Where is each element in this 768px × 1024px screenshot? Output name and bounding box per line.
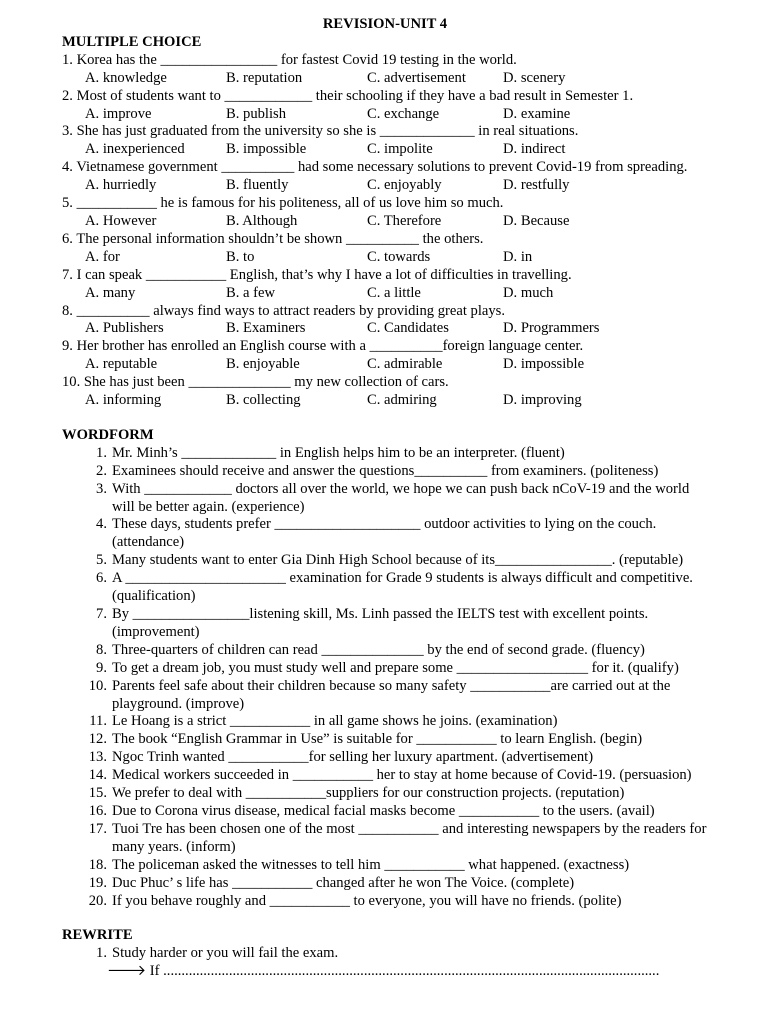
list-item — [62, 875, 708, 893]
answer-option: C. exchange — [367, 105, 440, 122]
list-item — [62, 749, 708, 767]
item-number: 15. — [88, 785, 107, 802]
answer-option: C. impolite — [367, 141, 433, 158]
answer-option: C. enjoyably — [367, 177, 442, 194]
item-text: Tuoi Tre has been chosen one of the most ___________ and interesting newspapers by the readers for many years. (inform) — [112, 820, 707, 855]
answer-option: B. Although — [226, 212, 298, 229]
item-text: Ngoc Trinh wanted ___________for selling her luxury apartment. (advertisement) — [112, 749, 594, 766]
section-heading-multiple-choice: MULTIPLE CHOICE — [62, 33, 202, 50]
item-text: A ______________________ examination for Grade 9 students is always difficult and competitive. (qualification) — [112, 570, 693, 605]
answer-options — [62, 70, 708, 88]
wordform-list — [62, 445, 708, 911]
answer-option: B. reputation — [226, 69, 303, 86]
answer-option: D. examine — [503, 105, 571, 122]
section-heading-rewrite: REWRITE — [62, 927, 133, 944]
list-item — [62, 606, 708, 642]
answer-option: A. hurriedly — [85, 177, 157, 194]
answer-option: A. improve — [85, 105, 152, 122]
answer-option: C. a little — [367, 284, 421, 301]
answer-option: D. impossible — [503, 356, 585, 373]
answer-option: C. admiring — [367, 392, 437, 409]
item-text: These days, students prefer ____________________ outdoor activities to lying on the couch. (attendance) — [112, 516, 657, 551]
answer-option: C. Therefore — [367, 212, 442, 229]
multiple-choice-list — [62, 52, 708, 410]
item-number: 20. — [88, 892, 107, 909]
answer-option: B. impossible — [226, 141, 307, 158]
question-text: 5. ___________ he is famous for his politeness, all of us love him so much. — [62, 195, 504, 212]
item-text: By ________________listening skill, Ms. Linh passed the IELTS test with excellent points. (improvement) — [112, 606, 649, 640]
item-text: With ____________ doctors all over the world, we hope we can push back nCoV-19 and the world will be better again. (experience) — [112, 480, 690, 515]
item-number: 12. — [88, 731, 107, 748]
list-item — [62, 463, 708, 481]
answer-option: A. reputable — [85, 356, 158, 373]
list-item — [62, 481, 708, 517]
item-number: 17. — [88, 820, 107, 837]
document-title: REVISION-UNIT 4 — [322, 16, 448, 32]
spacer — [62, 410, 708, 427]
list-item — [62, 731, 708, 749]
item-text: Mr. Minh’s _____________ in English helps him to be an interpreter. (fluent) — [112, 444, 565, 461]
answer-options — [62, 106, 708, 124]
item-number: 14. — [88, 767, 107, 784]
question-text: 6. The personal information shouldn’t be shown __________ the others. — [62, 230, 484, 247]
item-text: Parents feel safe about their children because so many safety ___________are carried out at the playground. (improve) — [112, 677, 671, 712]
answer-options — [62, 320, 708, 338]
list-item — [62, 570, 708, 606]
item-number: 3. — [96, 480, 107, 497]
question-text: 4. Vietnamese government __________ had some necessary solutions to prevent Covid-19 from spreading. — [62, 159, 688, 176]
item-number: 5. — [96, 552, 107, 569]
answer-options — [62, 213, 708, 231]
item-text: Three-quarters of children can read ______________ by the end of second grade. (fluency) — [112, 641, 645, 658]
answer-options — [62, 249, 708, 267]
item-number: 1. — [96, 945, 107, 962]
answer-option: B. fluently — [226, 177, 289, 194]
answer-option: C. Candidates — [367, 320, 449, 337]
question-text: 8. __________ always find ways to attract readers by providing great plays. — [62, 302, 505, 319]
answer-option: D. much — [503, 284, 554, 301]
item-number: 18. — [88, 856, 107, 873]
item-text: The book “English Grammar in Use” is suitable for ___________ to learn English. (begin) — [112, 731, 643, 748]
item-number: 19. — [88, 874, 107, 891]
answer-options — [62, 392, 708, 410]
list-item — [62, 642, 708, 660]
item-text: If you behave roughly and ___________ to everyone, you will have no friends. (polite) — [112, 892, 622, 909]
section-heading-wordform: WORDFORM — [62, 426, 154, 443]
answer-options — [62, 141, 708, 159]
list-item — [62, 785, 708, 803]
list-item — [62, 516, 708, 552]
question-text: 10. She has just been ______________ my new collection of cars. — [62, 374, 449, 391]
question-text: 7. I can speak ___________ English, that’s why I have a lot of difficulties in travelling. — [62, 266, 572, 283]
item-number: 11. — [89, 713, 107, 730]
answer-options — [62, 177, 708, 195]
answer-option: C. admirable — [367, 356, 443, 373]
answer-option: A. inexperienced — [85, 141, 185, 158]
answer-option: A. However — [85, 212, 157, 229]
question-text: 2. Most of students want to ____________ their schooling if they have a bad result in Semester 1. — [62, 87, 634, 104]
item-number: 10. — [88, 677, 107, 694]
answer-option: C. towards — [367, 248, 431, 265]
answer-option: A. Publishers — [85, 320, 164, 337]
item-text: Duc Phuc’ s life has ___________ changed after he won The Voice. (complete) — [112, 874, 575, 891]
item-number: 13. — [88, 749, 107, 766]
list-item — [62, 713, 708, 731]
answer-option: B. to — [226, 248, 255, 265]
list-item — [62, 660, 708, 678]
answer-option: C. advertisement — [367, 69, 466, 86]
item-text: Medical workers succeeded in ___________ her to stay at home because of Covid-19. (persuasion) — [112, 767, 692, 784]
answer-option: B. a few — [226, 284, 276, 301]
answer-option: A. knowledge — [85, 69, 167, 86]
item-number: 9. — [96, 659, 107, 676]
item-number: 16. — [88, 802, 107, 819]
item-text: Due to Corona virus disease, medical facial masks become ___________ to the users. (avail) — [112, 802, 655, 819]
list-item — [62, 857, 708, 875]
answer-options — [62, 285, 708, 303]
list-item — [62, 767, 708, 785]
answer-option: D. scenery — [503, 69, 566, 86]
answer-option: D. improving — [503, 392, 582, 409]
question-text: 9. Her brother has enrolled an English course with a __________foreign language center. — [62, 338, 584, 355]
answer-option: A. informing — [85, 392, 162, 409]
answer-option: B. publish — [226, 105, 287, 122]
question-text: 1. Korea has the ________________ for fastest Covid 19 testing in the world. — [62, 51, 517, 68]
item-number: 8. — [96, 641, 107, 658]
item-text: The policeman asked the witnesses to tell him ___________ what happened. (exactness) — [112, 856, 630, 873]
list-item — [62, 678, 708, 714]
list-item — [62, 552, 708, 570]
answer-option: D. in — [503, 248, 533, 265]
item-text: Le Hoang is a strict ___________ in all game shows he joins. (examination) — [112, 713, 558, 730]
item-text: Study harder or you will fail the exam. — [112, 945, 339, 962]
spacer — [62, 910, 708, 927]
list-item — [62, 821, 708, 857]
answer-option: D. indirect — [503, 141, 566, 158]
list-item — [62, 803, 708, 821]
item-text: To get a dream job, you must study well and prepare some __________________ for it. (qualify) — [112, 659, 679, 676]
answer-option: A. many — [85, 284, 136, 301]
answer-option: A. for — [85, 248, 120, 265]
answer-options — [62, 356, 708, 374]
answer-option: B. enjoyable — [226, 356, 300, 373]
answer-option: D. restfully — [503, 177, 570, 194]
list-item — [62, 893, 708, 911]
list-item — [62, 945, 708, 963]
list-item — [62, 445, 708, 463]
item-number: 4. — [96, 516, 107, 533]
rewrite-list — [62, 945, 708, 963]
item-text: Many students want to enter Gia Dinh High School because of its________________. (reputable) — [112, 552, 684, 569]
answer-option: B. collecting — [226, 392, 301, 409]
question-text: 3. She has just graduated from the university so she is _____________ in real situations. — [62, 123, 579, 140]
item-number: 1. — [96, 444, 107, 461]
answer-option: B. Examiners — [226, 320, 306, 337]
item-number: 6. — [96, 570, 107, 587]
answer-option: D. Because — [503, 212, 570, 229]
item-text: We prefer to deal with ___________suppliers for our construction projects. (reputation) — [112, 785, 625, 802]
answer-option: D. Programmers — [503, 320, 600, 337]
item-text: Examinees should receive and answer the questions__________ from examiners. (politeness) — [112, 462, 659, 479]
rewrite-answer-line: 🡒 If ........................................................................................................................................ — [107, 963, 660, 980]
item-number: 2. — [96, 462, 107, 479]
item-number: 7. — [96, 606, 107, 622]
